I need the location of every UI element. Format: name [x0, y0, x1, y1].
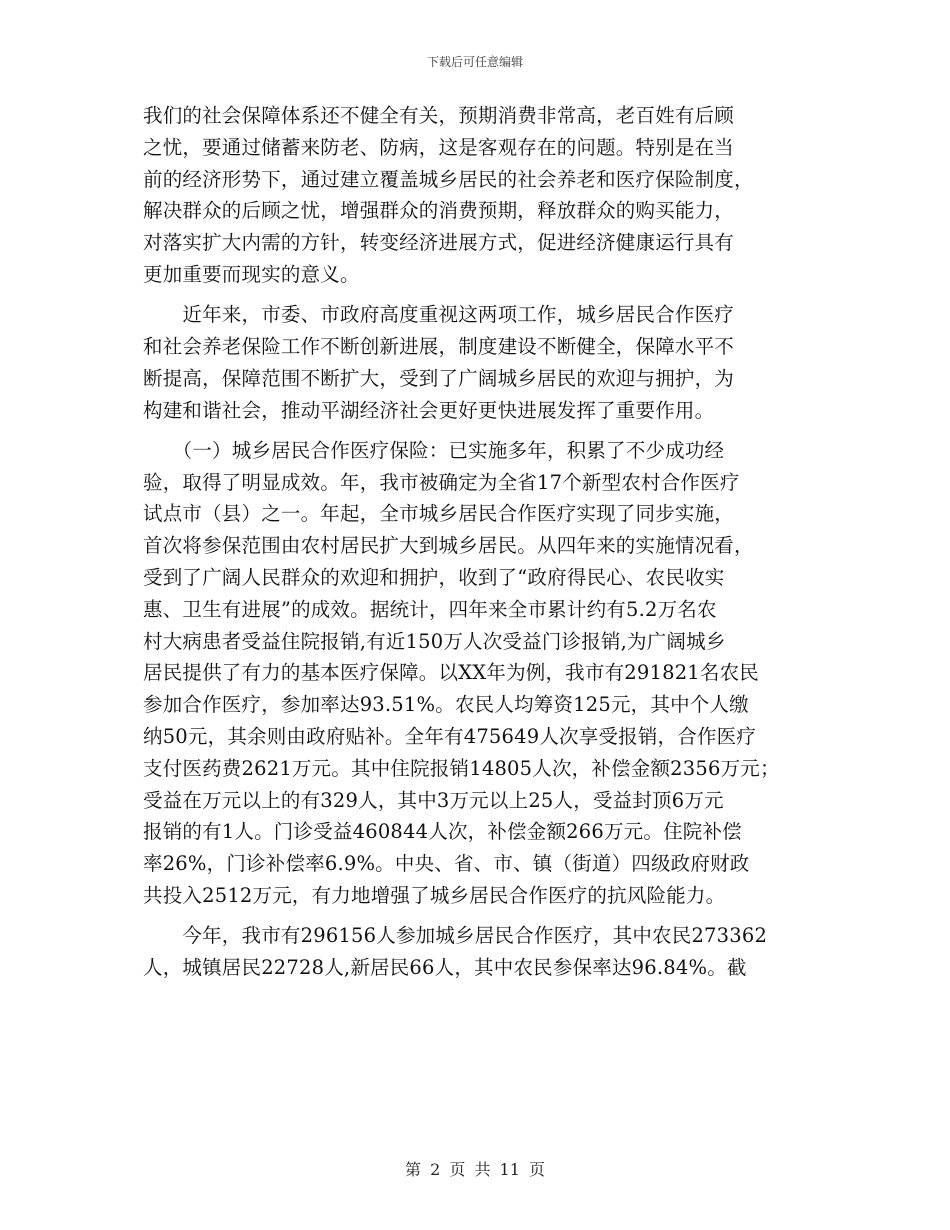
text-line: 今年，我市有296156人参加城乡居民合作医疗，其中农民273362	[143, 924, 768, 948]
text-line: 我们的社会保障体系还不健全有关，预期消费非常高，老百姓有后顾	[143, 104, 735, 127]
text-line: 解决群众的后顾之忧，增强群众的消费预期，释放群众的购买能力，	[143, 199, 735, 223]
body-text	[143, 100, 823, 992]
text-line: 率26%，门诊补偿率6.9%。中央、省、市、镇（街道）四级政府财政	[143, 852, 750, 876]
text-line: （一）城乡居民合作医疗保险：已实施多年，积累了不少成功经	[143, 438, 725, 462]
text-line: 人，城镇居民22728人,新居民66人，其中农民参保率达96.84%。截	[143, 955, 747, 979]
text-line: 验，取得了明显成效。年，我市被确定为全省17个新型农村合作医疗	[143, 470, 740, 494]
text-line: 前的经济形势下，通过建立覆盖城乡居民的社会养老和医疗保险制度，	[143, 167, 754, 191]
text-line: 参加合作医疗，参加率达93.51%。农民人均筹资125元，其中个人缴	[143, 693, 749, 717]
text-line: 共投入2512万元，有力地增强了城乡居民合作医疗的抗风险能力。	[143, 883, 726, 907]
page-footer: 第 2 页 共 11 页	[405, 1160, 545, 1179]
page-header: 下载后可任意编辑	[426, 55, 523, 69]
paragraph	[143, 920, 823, 984]
text-line: 试点市（县）之一。年起，全市城乡居民合作医疗实现了同步实施，	[143, 502, 735, 526]
paragraph	[143, 299, 823, 426]
text-line: 支付医药费2621万元。其中住院报销14805人次，补偿金额2356万元；	[143, 756, 780, 780]
text-line: 更加重要而现实的意义。	[143, 262, 360, 286]
text-line: 报销的有1人。门诊受益460844人次，补偿金额266万元。住院补偿	[143, 820, 742, 844]
text-line: 之忧，要通过储蓄来防老、防病，这是客观存在的问题。特别是在当	[143, 135, 735, 159]
text-line: 构建和谐社会，推动平湖经济社会更好更快进展发挥了重要作用。	[143, 398, 715, 422]
text-line: 惠、卫生有进展”的成效。据统计，四年来全市累计约有5.2万名农	[143, 597, 717, 621]
text-line: 近年来，市委、市政府高度重视这两项工作，城乡居民合作医疗	[143, 303, 735, 327]
text-line: 村大病患者受益住院报销,有近150万人次受益门诊报销,为广阔城乡	[143, 629, 726, 653]
text-line: 受到了广阔人民群众的欢迎和拥护，收到了“政府得民心、农民收实	[143, 565, 725, 589]
paragraph	[143, 100, 823, 291]
text-line: 纳50元，其余则由政府贴补。全年有475649人次享受报销，合作医疗	[143, 724, 757, 748]
text-line: 居民提供了有力的基本医疗保障。以XX年为例，我市有291821名农民	[143, 661, 760, 685]
paragraph	[143, 435, 823, 912]
text-line: 和社会养老保险工作不断创新进展，制度建设不断健全，保障水平不	[143, 334, 735, 358]
text-line: 首次将参保范围由农村居民扩大到城乡居民。从四年来的实施情况看，	[143, 534, 754, 558]
text-line: 对落实扩大内需的方针，转变经济进展方式，促进经济健康运行具有	[143, 231, 735, 255]
text-line: 断提高，保障范围不断扩大，受到了广阔城乡居民的欢迎与拥护，为	[143, 366, 735, 390]
text-line: 受益在万元以上的有329人，其中3万元以上25人，受益封顶6万元	[143, 788, 724, 812]
